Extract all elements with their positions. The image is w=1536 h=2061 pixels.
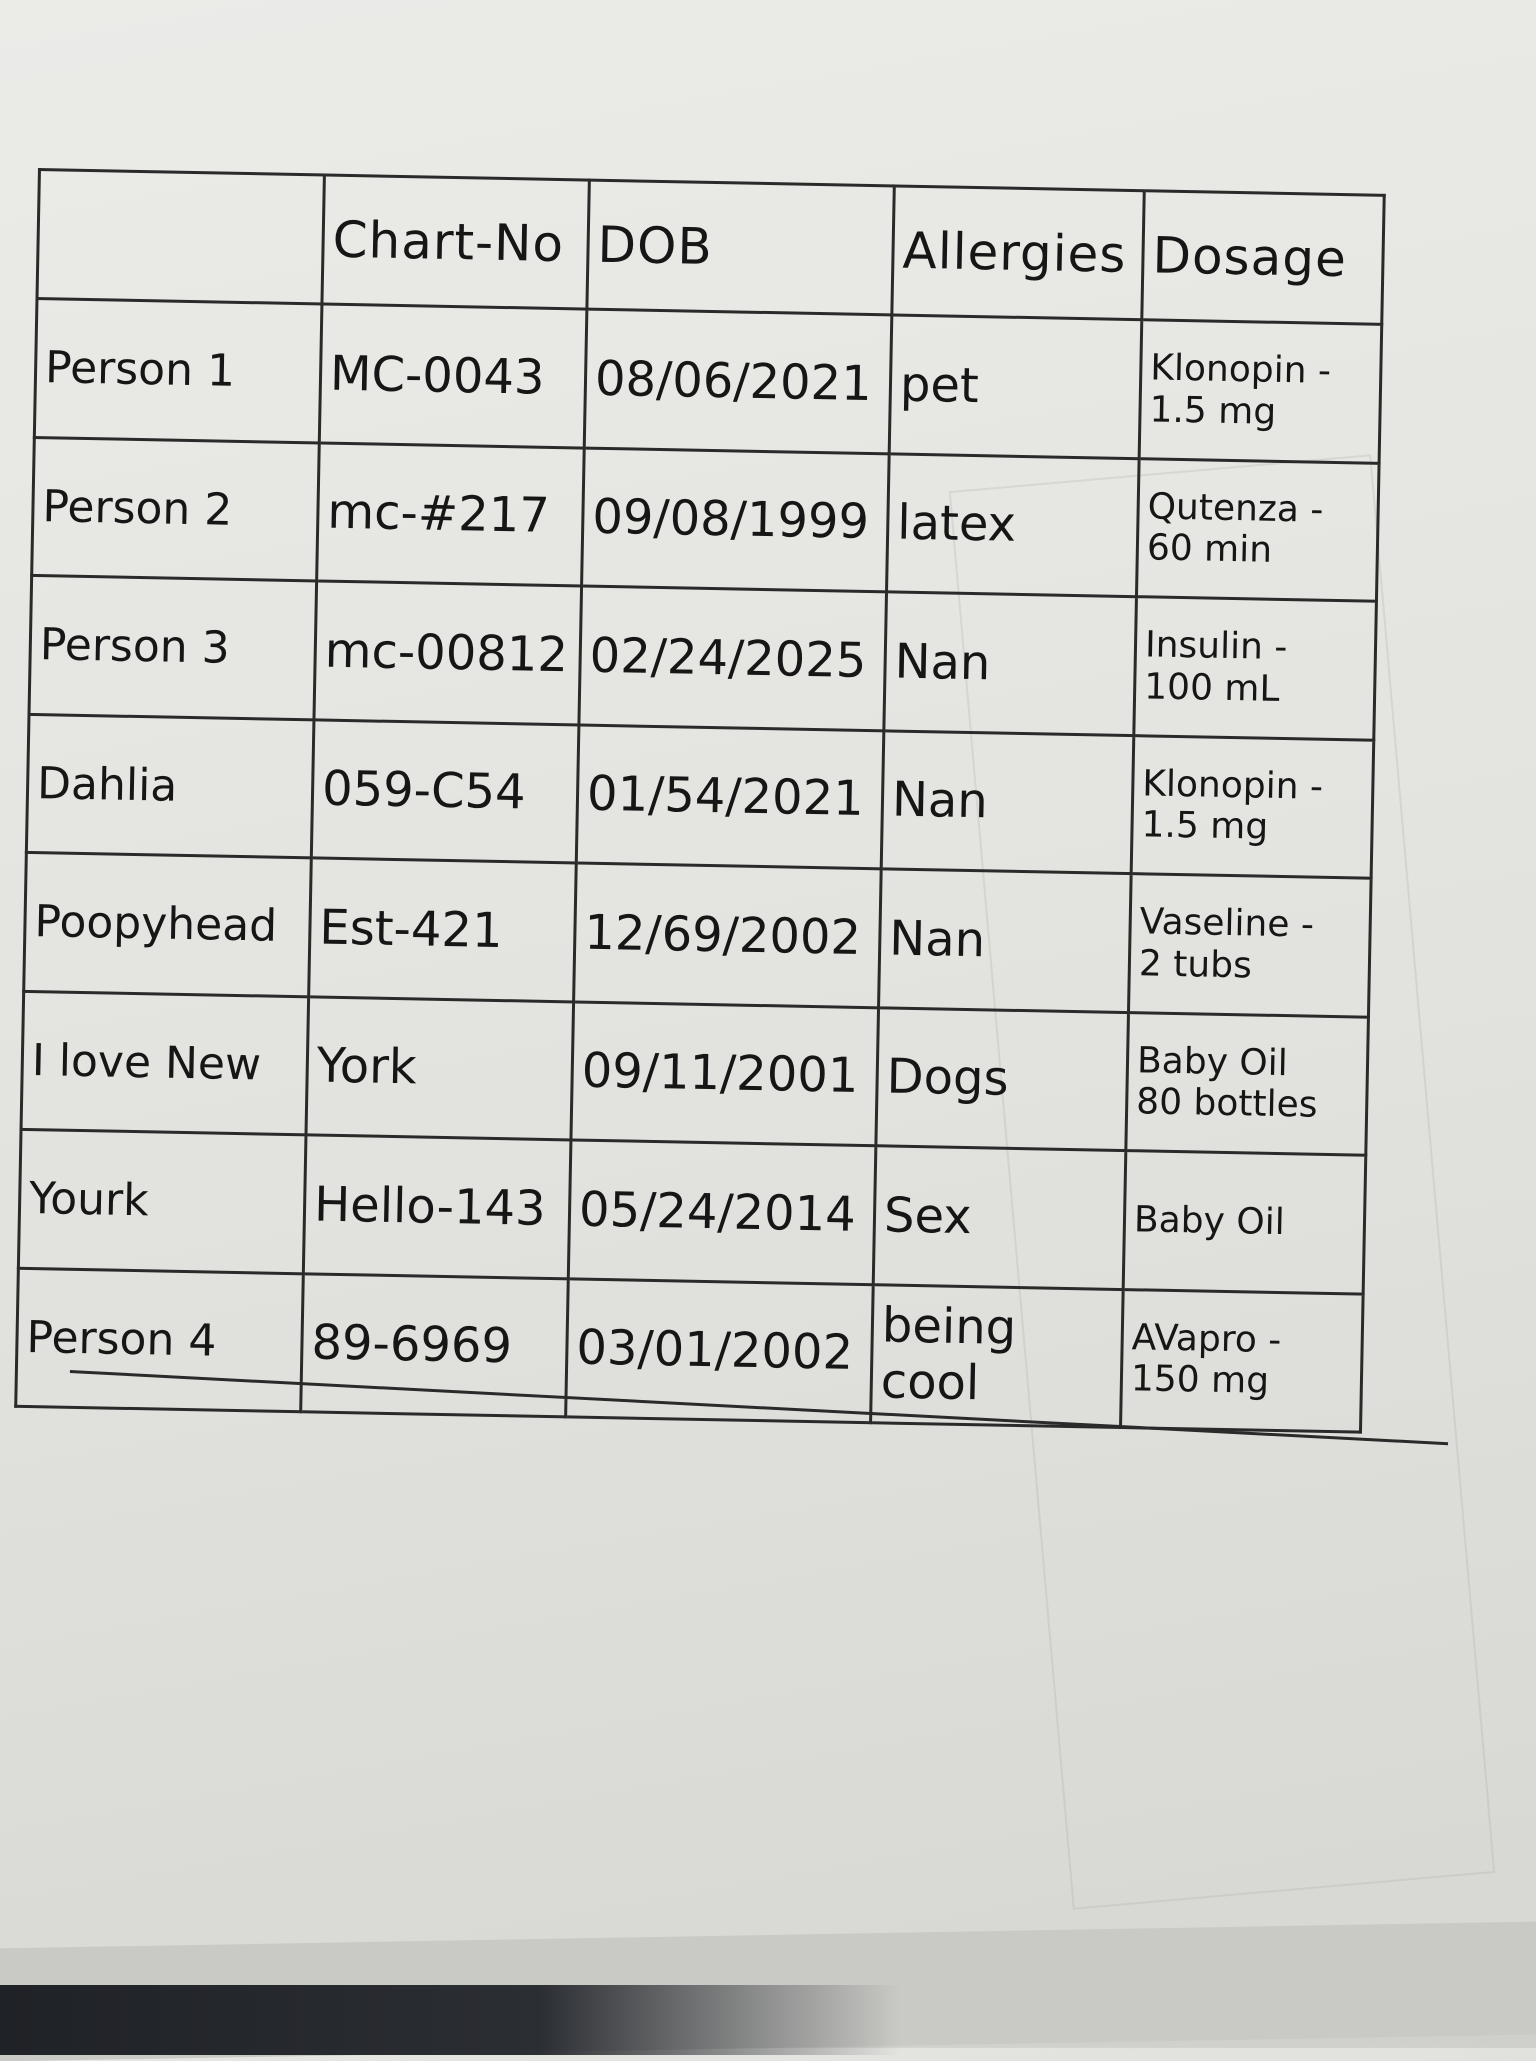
cell-allergies: Sex xyxy=(873,1146,1126,1289)
cell-name: Dahlia xyxy=(26,714,314,858)
cell-dosage xyxy=(1131,735,1374,878)
handwritten-patient-table xyxy=(14,168,1386,1434)
table-row xyxy=(34,299,1381,463)
dosage-line: Klonopin - xyxy=(1141,763,1324,808)
cell-chart-no: 89-6969 xyxy=(301,1273,569,1417)
cell-allergies: Nan xyxy=(879,869,1132,1012)
cell-dob: 09/11/2001 xyxy=(571,1001,879,1145)
cell-name: Person 4 xyxy=(16,1268,304,1412)
dosage-line: 150 mg xyxy=(1130,1358,1270,1403)
table-row xyxy=(16,1268,1363,1432)
cell-allergies: Dogs xyxy=(876,1007,1129,1150)
cell-dob: 05/24/2014 xyxy=(568,1140,876,1284)
dosage-line: Vaseline - xyxy=(1139,901,1315,946)
dosage-line: 1.5 mg xyxy=(1149,389,1277,433)
cell-chart-no: Est-421 xyxy=(309,858,577,1002)
cell-name: Person 3 xyxy=(29,575,317,719)
cell-dosage xyxy=(1139,320,1382,463)
table-row xyxy=(29,575,1376,739)
header-dosage: Dosage xyxy=(1142,191,1384,325)
cell-allergies: latex xyxy=(887,453,1140,596)
header-dob: DOB xyxy=(587,180,894,315)
cell-name: Person 2 xyxy=(32,437,320,581)
dosage-line: 100 mL xyxy=(1143,666,1280,710)
cell-dosage xyxy=(1121,1289,1364,1432)
table-row xyxy=(24,852,1371,1016)
header-blank xyxy=(37,170,324,304)
cell-dob: 09/08/1999 xyxy=(582,448,890,592)
dosage-line: 80 bottles xyxy=(1135,1081,1318,1126)
table-row xyxy=(26,714,1373,878)
header-chart-no: Chart-No xyxy=(322,175,589,309)
dosage-line: Baby Oil xyxy=(1133,1199,1286,1244)
dosage-line: 2 tubs xyxy=(1138,943,1253,987)
cell-chart-no: mc-00812 xyxy=(314,581,582,725)
dosage-line: Baby Oil xyxy=(1136,1040,1289,1085)
cell-dosage xyxy=(1123,1151,1366,1294)
dark-desk-edge xyxy=(0,1985,900,2055)
dosage-line: Insulin - xyxy=(1144,624,1288,669)
cell-allergies: pet xyxy=(889,315,1142,458)
cell-allergies: Nan xyxy=(881,730,1134,873)
dosage-line: 60 min xyxy=(1146,527,1273,572)
cell-name: Poopyhead xyxy=(24,852,312,996)
cell-name: Person 1 xyxy=(34,299,322,443)
cell-name: I love New xyxy=(21,991,309,1135)
cell-dob: 08/06/2021 xyxy=(584,309,892,453)
header-row xyxy=(37,170,1384,325)
cell-chart-no: 059-C54 xyxy=(311,719,579,863)
dosage-line: 1.5 mg xyxy=(1141,804,1269,848)
dosage-line: Qutenza - xyxy=(1147,486,1324,531)
cell-chart-no: York xyxy=(306,996,574,1140)
cell-dosage xyxy=(1128,874,1371,1017)
cell-dob: 01/54/2021 xyxy=(576,724,884,868)
dosage-line: AVapro - xyxy=(1131,1317,1282,1361)
dosage-line: Klonopin - xyxy=(1149,347,1332,393)
cell-dosage xyxy=(1136,458,1379,601)
cell-allergies: Nan xyxy=(884,592,1137,735)
table-row xyxy=(21,991,1368,1155)
cell-name: Yourk xyxy=(18,1129,306,1273)
table-row xyxy=(32,437,1379,601)
cell-dob: 12/69/2002 xyxy=(574,863,882,1007)
cell-chart-no: mc-#217 xyxy=(317,442,585,586)
table-row xyxy=(18,1129,1365,1293)
cell-chart-no: Hello-143 xyxy=(303,1135,571,1279)
cell-chart-no: MC-0043 xyxy=(319,304,587,448)
cell-dob: 02/24/2025 xyxy=(579,586,887,730)
header-allergies: Allergies xyxy=(892,186,1144,320)
cell-dosage xyxy=(1134,597,1377,740)
cell-dosage xyxy=(1126,1012,1369,1155)
cell-dob: 03/01/2002 xyxy=(566,1278,874,1422)
cell-allergies: being cool xyxy=(871,1284,1124,1427)
